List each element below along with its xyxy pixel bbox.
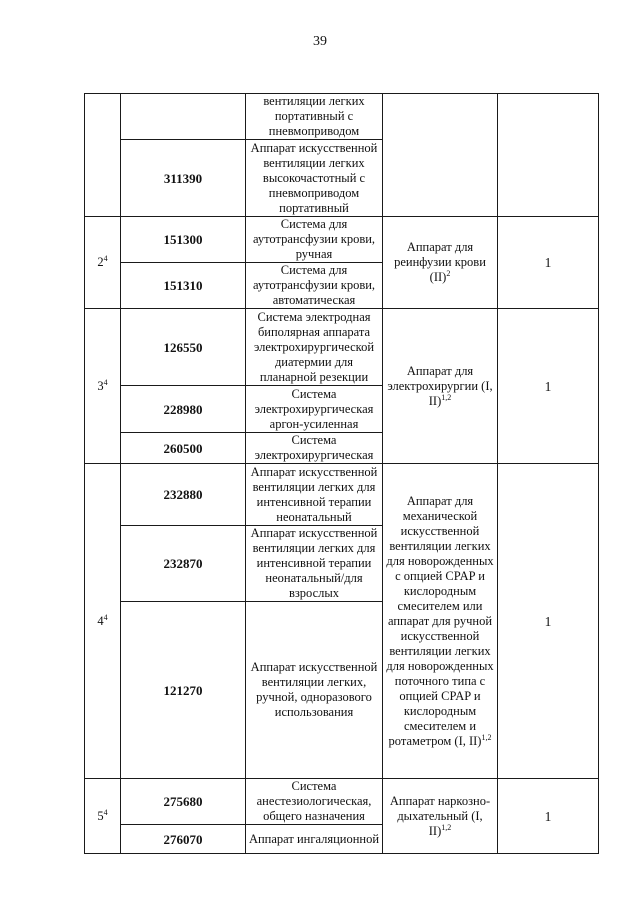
code-cell: 275680 [121, 779, 246, 825]
code-cell: 151300 [121, 217, 246, 263]
table-row [85, 309, 599, 386]
code-cell: 232880 [121, 464, 246, 526]
quantity-cell: 1 [498, 464, 599, 779]
group-name: Аппарат для электрохирургии (I, II) [387, 363, 493, 408]
row-number-superscript: 4 [103, 377, 108, 387]
row-number: 5 [97, 808, 104, 823]
row-number: 3 [97, 378, 104, 393]
row-number-cell [85, 464, 121, 779]
code-cell: 260500 [121, 433, 246, 464]
group-name: Аппарат наркозно-дыхательный (I, II) [389, 793, 491, 838]
group-name: Аппарат для механической искусственной вентиляции легких для новорожденных с опцией CPAP и кислородным смесителем или аппарат для ручной искусственной вентиляции легких для новорожденных поточного типа с опцией CPAP и кислородным смесителем и ротаметром (I, II) [386, 493, 494, 748]
row-number-superscript: 4 [103, 253, 108, 263]
table-row [85, 464, 599, 526]
name-cell: Аппарат искусственной вентиляции легких высокочастотный с пневмоприводом портативный [246, 140, 383, 217]
name-cell: Система электрохирургическая [246, 433, 383, 464]
row-number-cell [85, 217, 121, 309]
code-cell: 151310 [121, 263, 246, 309]
group-cell [383, 94, 498, 217]
name-cell: Система электродная биполярная аппарата электрохирургической диатермии для планарной резекции [246, 309, 383, 386]
group-superscript: 1,2 [441, 392, 452, 402]
group-cell [383, 309, 498, 464]
code-cell: 232870 [121, 526, 246, 602]
row-number: 2 [97, 255, 104, 269]
page-number: 39 [313, 34, 327, 49]
code-cell: 311390 [121, 140, 246, 217]
table-row [85, 779, 599, 825]
row-number-cell [85, 779, 121, 854]
quantity-cell: 1 [498, 309, 599, 464]
quantity-cell: 1 [498, 217, 599, 309]
name-cell: Аппарат искусственной вентиляции легких для интенсивной терапии неонатальный/для взрослых [246, 526, 383, 602]
group-superscript: 1,2 [441, 822, 452, 832]
row-number-cell [85, 94, 121, 217]
row-number-superscript: 4 [103, 612, 108, 622]
group-cell [383, 464, 498, 779]
quantity-cell [498, 94, 599, 217]
name-cell: Аппарат искусственной вентиляции легких для интенсивной терапии неонатальный [246, 464, 383, 526]
row-number: 4 [97, 613, 104, 628]
code-cell: 126550 [121, 309, 246, 386]
name-cell: Система анестезиологическая, общего назначения [246, 779, 383, 825]
name-cell: вентиляции легких портативный с пневмоприводом [246, 94, 383, 140]
row-number-cell [85, 309, 121, 464]
name-cell: Аппарат искусственной вентиляции легких, ручной, одноразового использования [246, 602, 383, 779]
name-cell: Аппарат ингаляционной [246, 825, 383, 854]
row-number-superscript: 4 [103, 807, 108, 817]
table-row [85, 94, 599, 140]
code-cell: 121270 [121, 602, 246, 779]
group-cell [383, 217, 498, 309]
code-cell [121, 94, 246, 140]
group-superscript: 2 [446, 268, 451, 278]
group-name: Аппарат для реинфузии крови (II) [394, 240, 486, 284]
quantity-cell: 1 [498, 779, 599, 854]
table-row [85, 217, 599, 263]
name-cell: Система для аутотрансфузии крови, ручная [246, 217, 383, 263]
code-cell: 276070 [121, 825, 246, 854]
equipment-table [84, 93, 599, 854]
name-cell: Система электрохирургическая аргон-усиленная [246, 386, 383, 433]
code-cell: 228980 [121, 386, 246, 433]
group-superscript: 1,2 [481, 732, 492, 742]
name-cell: Система для аутотрансфузии крови, автоматическая [246, 263, 383, 309]
group-cell [383, 779, 498, 854]
